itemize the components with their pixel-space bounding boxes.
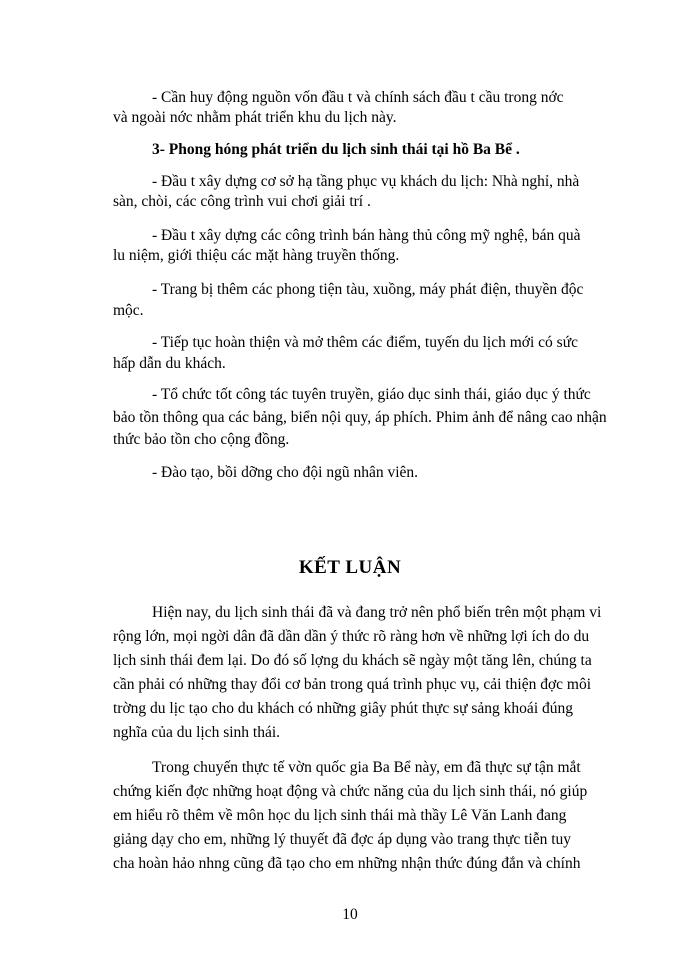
conclusion-para2-line-3: em hiểu rõ thêm về môn học du lịch sinh thái mà thầy Lê Văn Lanh đang bbox=[113, 807, 567, 824]
education-para-line-2: bảo tồn thông qua các bảng, biển nội quy, áp phích. Phim ảnh để nâng cao nhận bbox=[113, 409, 607, 426]
conclusion-para1-line-5: trờng du lịc tạo cho du khách có những giây phút thực sự sảng khoái đúng bbox=[113, 700, 573, 717]
equipment-para-line-1: - Trang bị thêm các phong tiện tàu, xuồng, máy phát điện, thuyền độc bbox=[152, 281, 584, 298]
conclusion-para1-line-2: rộng lớn, mọi ngời dân đã dần dần ý thức rõ ràng hơn về những lợi ích do du bbox=[113, 628, 590, 645]
conclusion-para2-line-4: giảng dạy cho em, những lý thuyết đã đợc áp dụng vào trang thực tiễn tuy bbox=[113, 831, 572, 848]
section-heading: 3- Phong hóng phát triển du lịch sinh thái tại hồ Ba Bể . bbox=[152, 141, 520, 158]
education-para-line-1: - Tổ chức tốt công tác tuyên truyền, giáo dục sinh thái, giáo dục ý thức bbox=[152, 386, 591, 403]
equipment-para-line-2: mộc. bbox=[113, 302, 144, 319]
page-number: 10 bbox=[342, 906, 358, 923]
capital-para-line-1: - Cần huy động nguồn vốn đầu t và chính sách đầu t cầu trong nớc bbox=[152, 89, 564, 106]
infrastructure-para-line-2: sàn, chòi, các công trình vui chơi giải trí . bbox=[113, 193, 371, 210]
handicraft-para-line-1: - Đầu t xây dựng các công trình bán hàng thủ công mỹ nghệ, bán quà bbox=[152, 227, 581, 244]
training-para-line-1: - Đào tạo, bồi dỡng cho đội ngũ nhân viên. bbox=[152, 464, 419, 481]
conclusion-para1-line-1: Hiện nay, du lịch sinh thái đã và đang trở nên phổ biến trên một phạm vi bbox=[152, 604, 602, 621]
education-para-line-3: thức bảo tồn cho cộng đồng. bbox=[113, 431, 290, 448]
conclusion-para1-line-4: cần phải có những thay đổi cơ bản trong quá trình phục vụ, cải thiện đợc môi bbox=[113, 676, 592, 693]
conclusion-para2-line-1: Trong chuyến thực tế vờn quốc gia Ba Bể này, em đã thực sự tận mắt bbox=[152, 759, 581, 776]
infrastructure-para-line-1: - Đầu t xây dựng cơ sở hạ tầng phục vụ khách du lịch: Nhà nghỉ, nhà bbox=[152, 173, 580, 190]
conclusion-para2-line-5: cha hoàn hảo nhng cũng đã tạo cho em những nhận thức đúng đắn và chính bbox=[113, 855, 581, 872]
conclusion-para1-line-3: lịch sinh thái đem lại. Do đó số lợng du khách sẽ ngày một tăng lên, chúng ta bbox=[113, 652, 592, 669]
conclusion-para1-line-6: nghĩa của du lịch sinh thái. bbox=[113, 724, 281, 741]
routes-para-line-2: hấp dẫn du khách. bbox=[113, 355, 226, 372]
capital-para-line-2: và ngoài nớc nhằm phát triển khu du lịch này. bbox=[113, 109, 397, 126]
conclusion-title: KẾT LUẬN bbox=[298, 557, 402, 578]
handicraft-para-line-2: lu niệm, giới thiệu các mặt hàng truyền thống. bbox=[113, 247, 400, 264]
routes-para-line-1: - Tiếp tục hoàn thiện và mở thêm các điểm, tuyến du lịch mới có sức bbox=[152, 334, 578, 351]
conclusion-para2-line-2: chứng kiến đợc những hoạt động và chức năng của du lịch sinh thái, nó giúp bbox=[113, 783, 588, 800]
